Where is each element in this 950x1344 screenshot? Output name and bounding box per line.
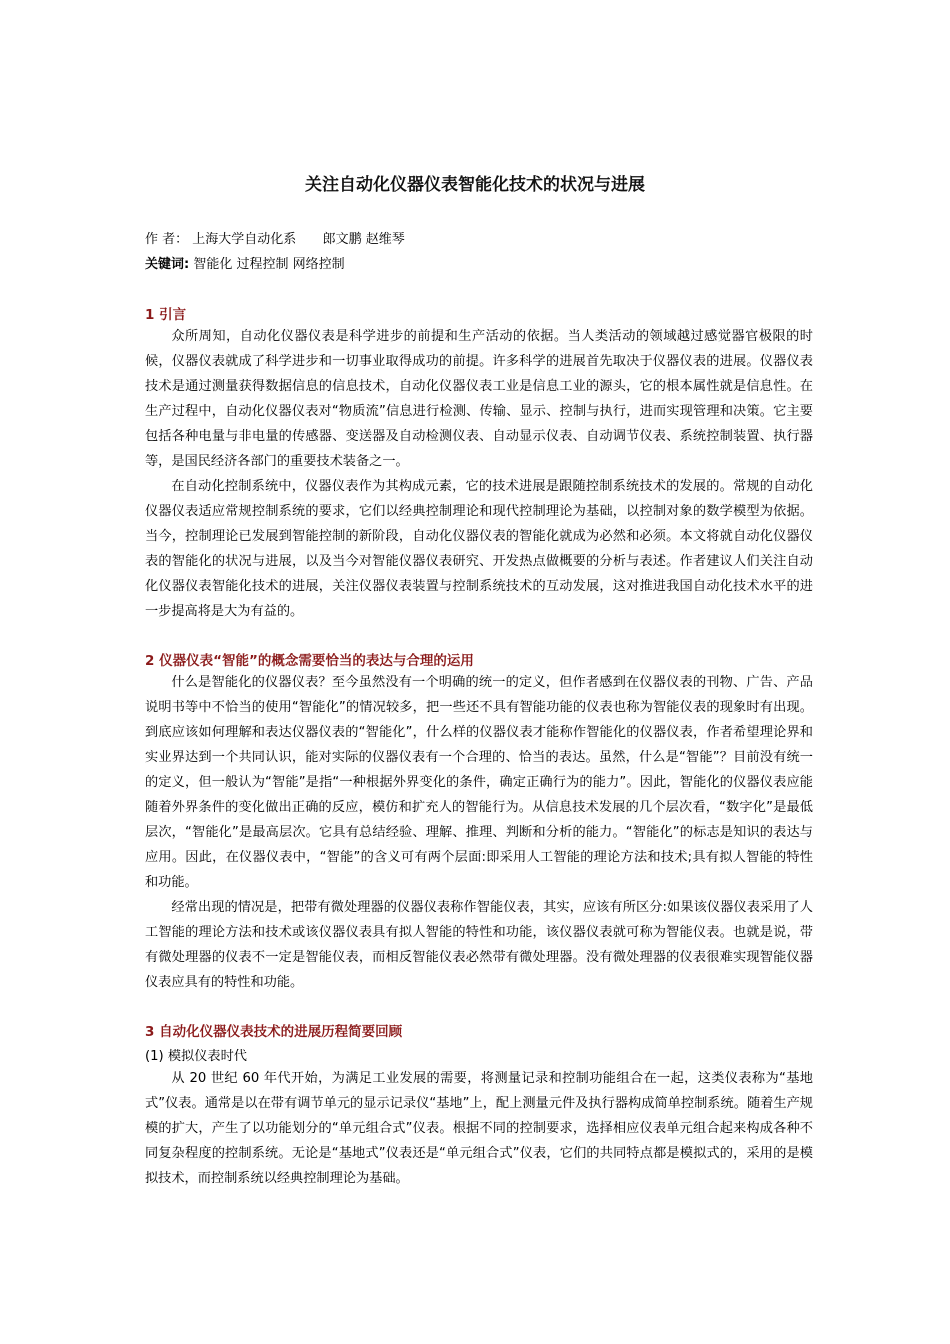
body-paragraph: 什么是智能化的仪器仪表？至今虽然没有一个明确的统一的定义，但作者感到在仪器仪表的刊物、广告、产品说明书等中不恰当的使用“智能化”的情况较多，把一些还不具有智能功能的仪表也称为智能仪表的现象时有出现。到底应该如何理解和表达仪器仪表的“智能化”，什么样的仪器仪表才能称作智能化的仪器仪表，作者希望理论界和实业界达到一个共同认识，能对实际的仪器仪表有一个合理的、恰当的表达。虽然，什么是“智能”？目前没有统一的定义，但一般认为“智能”是指“一种根据外界变化的条件，确定正确行为的能力”。因此，智能化的仪器仪表应能随着外界条件的变化做出正确的反应，模仿和扩充人的智能行为。从信息技术发展的几个层次看，“数字化”是最低层次，“智能化”是最高层次。它具有总结经验、理解、推理、判断和分析的能力。“智能化”的标志是知识的表达与应用。因此，在仪器仪表中，“智能”的含义可有两个层面:即采用人工智能的理论方法和技术;具有拟人智能的特性和功能。: [145, 675, 813, 890]
keywords-line: [145, 255, 345, 275]
body-paragraph: 从 20 世纪 60 年代开始，为满足工业发展的需要，将测量记录和控制功能组合在一起，这类仪表称为“基地式”仪表。通常是以在带有调节单元的显示记录仪“基地”上，配上测量元件及执行器构成简单控制系统。随着生产规模的扩大，产生了以功能划分的“单元组合式”仪表。根据不同的控制要求，选择相应仪表单元组合起来构成各种不同复杂程度的控制系统。无论是“基地式”仪表还是“单元组合式”仪表，它们的共同特点都是模拟式的，采用的是模拟技术，而控制系统以经典控制理论为基础。: [145, 1071, 813, 1186]
body-paragraph: 在自动化控制系统中，仪器仪表作为其构成元素，它的技术进展是跟随控制系统技术的发展的。常规的自动化仪器仪表适应常规控制系统的要求，它们以经典控制理论和现代控制理论为基础，以控制对象的数学模型为依据。当今，控制理论已发展到智能控制的新阶段，自动化仪器仪表的智能化就成为必然和必须。本文将就自动化仪器仪表的智能化的状况与进展，以及当今对智能仪器仪表研究、开发热点做概要的分析与表述。作者建议人们关注自动化仪器仪表智能化技术的进展，关注仪器仪表装置与控制系统技术的互动发展，这对推进我国自动化技术水平的进一步提高将是大为有益的。: [145, 479, 813, 619]
author-label: 作 者：: [145, 232, 189, 247]
section-heading: 3 自动化仪器仪表技术的进展历程简要回顾: [145, 1024, 403, 1040]
author-line: [145, 230, 405, 250]
subsection-heading: (1) 模拟仪表时代: [145, 1049, 247, 1064]
section-heading: 1 引言: [145, 307, 187, 323]
body-paragraph: 众所周知，自动化仪器仪表是科学进步的前提和生产活动的依据。当人类活动的领域越过感觉器官极限的时候，仪器仪表就成了科学进步和一切事业取得成功的前提。许多科学的进展首先取决于仪器仪表的进展。仪器仪表技术是通过测量获得数据信息的信息技术，自动化仪器仪表工业是信息工业的源头，它的根本属性就是信息性。在生产过程中，自动化仪器仪表对“物质流”信息进行检测、传输、显示、控制与执行，进而实现管理和决策。它主要包括各种电量与非电量的传感器、变送器及自动检测仪表、自动显示仪表、自动调节仪表、系统控制装置、执行器等，是国民经济各部门的重要技术装备之一。: [145, 329, 813, 469]
author-affiliation: 上海大学自动化系: [192, 232, 297, 247]
keywords-label: 关键词:: [145, 257, 190, 272]
author-names: 郎文鹏 赵维琴: [322, 232, 405, 247]
body-paragraph: 经常出现的情况是，把带有微处理器的仪器仪表称作智能仪表，其实，应该有所区分:如果该仪器仪表采用了人工智能的理论方法和技术或该仪器仪表具有拟人智能的特性和功能，该仪器仪表就可称为智能仪表。也就是说，带有微处理器的仪表不一定是智能仪表，而相反智能仪表必然带有微处理器。没有微处理器的仪表很难实现智能仪器仪表应具有的特性和功能。: [145, 900, 813, 990]
keywords-value: 智能化 过程控制 网络控制: [193, 257, 345, 272]
document-title: 关注自动化仪器仪表智能化技术的状况与进展: [305, 175, 645, 195]
section-heading: 2 仪器仪表“智能”的概念需要恰当的表达与合理的运用: [145, 653, 474, 669]
